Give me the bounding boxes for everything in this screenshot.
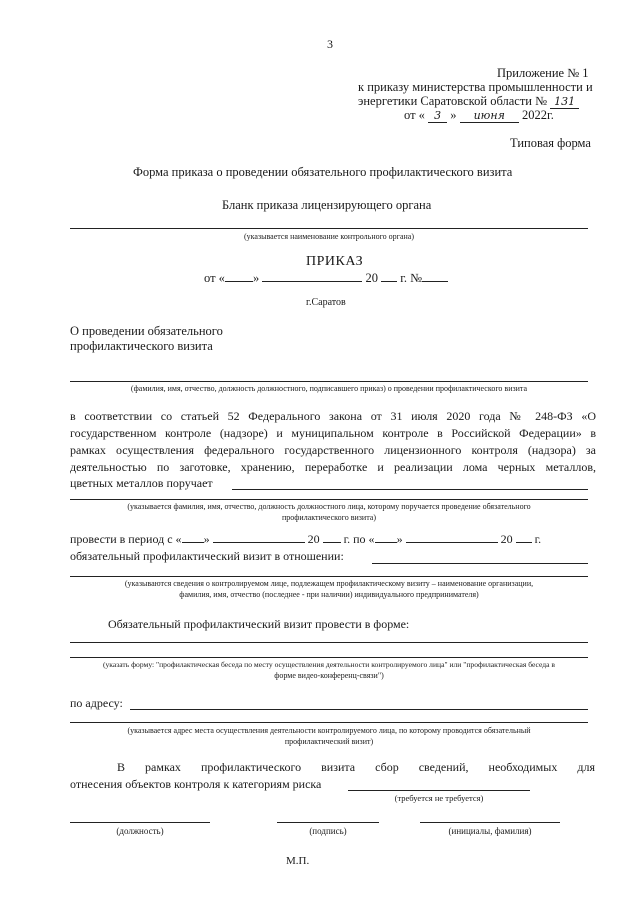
official-line-2 [70, 499, 588, 500]
appendix-line-3-text: энергетики Саратовской области № [358, 94, 548, 108]
period-line-2: обязательный профилактический визит в отношении: [70, 549, 344, 563]
caption-official-1: (указывается фамилия, имя, отчество, должность должностного лица, которому поручается проведение обязательного [127, 502, 531, 511]
collect-fill-line [348, 790, 530, 791]
official-fill-line [232, 489, 588, 490]
sig-name-line [420, 822, 560, 823]
blank-title: Бланк приказа лицензирующего органа [222, 198, 432, 212]
caption-organ: (указывается наименование контрольного органа) [243, 232, 415, 241]
period-suffix: г. [534, 532, 542, 546]
body-line-3: рамках осуществления федерального государственного лицензионного контроля (надзора) за [70, 443, 596, 457]
form-title: Форма приказа о проведении обязательного профилактического визита [133, 165, 513, 179]
caption-controlled-2: фамилия, имя, отчество (последнее - при наличии) индивидуального предпринимателя) [179, 590, 479, 599]
controlled-line-2 [70, 576, 588, 577]
stamp-mark: М.П. [286, 855, 310, 867]
sig-sign-line [277, 822, 379, 823]
subject-line-1: О проведении обязательного [70, 324, 223, 338]
period-line [70, 532, 541, 547]
order-date-prefix: от « [204, 271, 225, 285]
form-visit-line-2 [70, 657, 588, 658]
body-last-line: цветных металлов поручает [70, 476, 213, 490]
period-prefix: провести в период с « [70, 532, 182, 546]
order-title: ПРИКАЗ [306, 254, 364, 269]
appendix-date-month: июня [460, 109, 519, 123]
body-line-4: деятельностью по заготовке, хранению, переработке и реализации лома черных металлов, [70, 460, 596, 474]
body-line-2: государственном контроле (надзоре) и муниципальном контроле в Российской Федерации» в [70, 426, 596, 440]
collect-line-1: В рамках профилактического визита сбор сведений, необходимых для [117, 760, 595, 774]
appendix-date [404, 108, 554, 123]
appendix-handwritten-number: 131 [550, 95, 579, 109]
order-date [204, 271, 448, 286]
appendix-line-1: Приложение № 1 [497, 66, 589, 80]
caption-form-2: форме видео-конференц-связи") [274, 671, 384, 680]
address-line [130, 709, 588, 710]
order-city: г.Саратов [306, 297, 346, 308]
organ-line [70, 228, 588, 229]
caption-official-2: профилактического визита) [281, 513, 377, 522]
caption-signer: (фамилия, имя, отчество, должность должностного, подписавшего приказ) о проведении профилактического визита [130, 384, 528, 393]
sig-position-line [70, 822, 210, 823]
page-number: 3 [327, 37, 333, 51]
appendix-line-3 [358, 94, 579, 109]
caption-address-1: (указывается адрес места осуществления деятельности контролируемого лица, по которому проводится обязательный [127, 726, 531, 735]
form-visit-line [70, 642, 588, 643]
caption-address-2: профилактический визит) [284, 737, 374, 746]
order-year: 20 [365, 271, 378, 285]
address-label: по адресу: [70, 696, 123, 710]
caption-name: (инициалы, фамилия) [448, 826, 532, 836]
form-visit: Обязательный профилактический визит провести в форме: [108, 617, 410, 631]
appendix-line-2: к приказу министерства промышленности и [358, 80, 593, 94]
body-line-1: в соответствии со статьей 52 Федерального закона от 31 июля 2020 года № 248-ФЗ «О [70, 409, 596, 423]
appendix-date-day: 3 [428, 109, 447, 123]
caption-required: (требуется не требуется) [394, 793, 484, 803]
controlled-fill-line [372, 563, 588, 564]
order-number-label: г. № [400, 271, 423, 285]
form-type: Типовая форма [510, 136, 591, 150]
caption-controlled-1: (указываются сведения о контролируемом лице, подлежащем профилактическому визиту – наименование организации, [124, 579, 534, 588]
appendix-date-mid: » [450, 108, 457, 122]
collect-line-2: отнесения объектов контроля к категориям риска [70, 777, 322, 791]
period-year-2: 20 [500, 532, 513, 546]
period-year-1: 20 [307, 532, 320, 546]
appendix-date-prefix: от « [404, 108, 425, 122]
period-mid-1: » [203, 532, 210, 546]
signer-line [70, 381, 588, 382]
appendix-date-year: 2022г. [522, 108, 554, 122]
caption-sign: (подпись) [309, 826, 347, 836]
caption-form-1: (указать форму: "профилактическая беседа по месту осуществления деятельности контролируемого лица" или "профилактическая беседа в [102, 660, 556, 669]
caption-position: (должность) [116, 826, 164, 836]
address-line-2 [70, 722, 588, 723]
subject-line-2: профилактического визита [70, 339, 213, 353]
period-to: г. по « [343, 532, 375, 546]
period-mid-2: » [396, 532, 403, 546]
order-date-mid: » [252, 271, 260, 285]
